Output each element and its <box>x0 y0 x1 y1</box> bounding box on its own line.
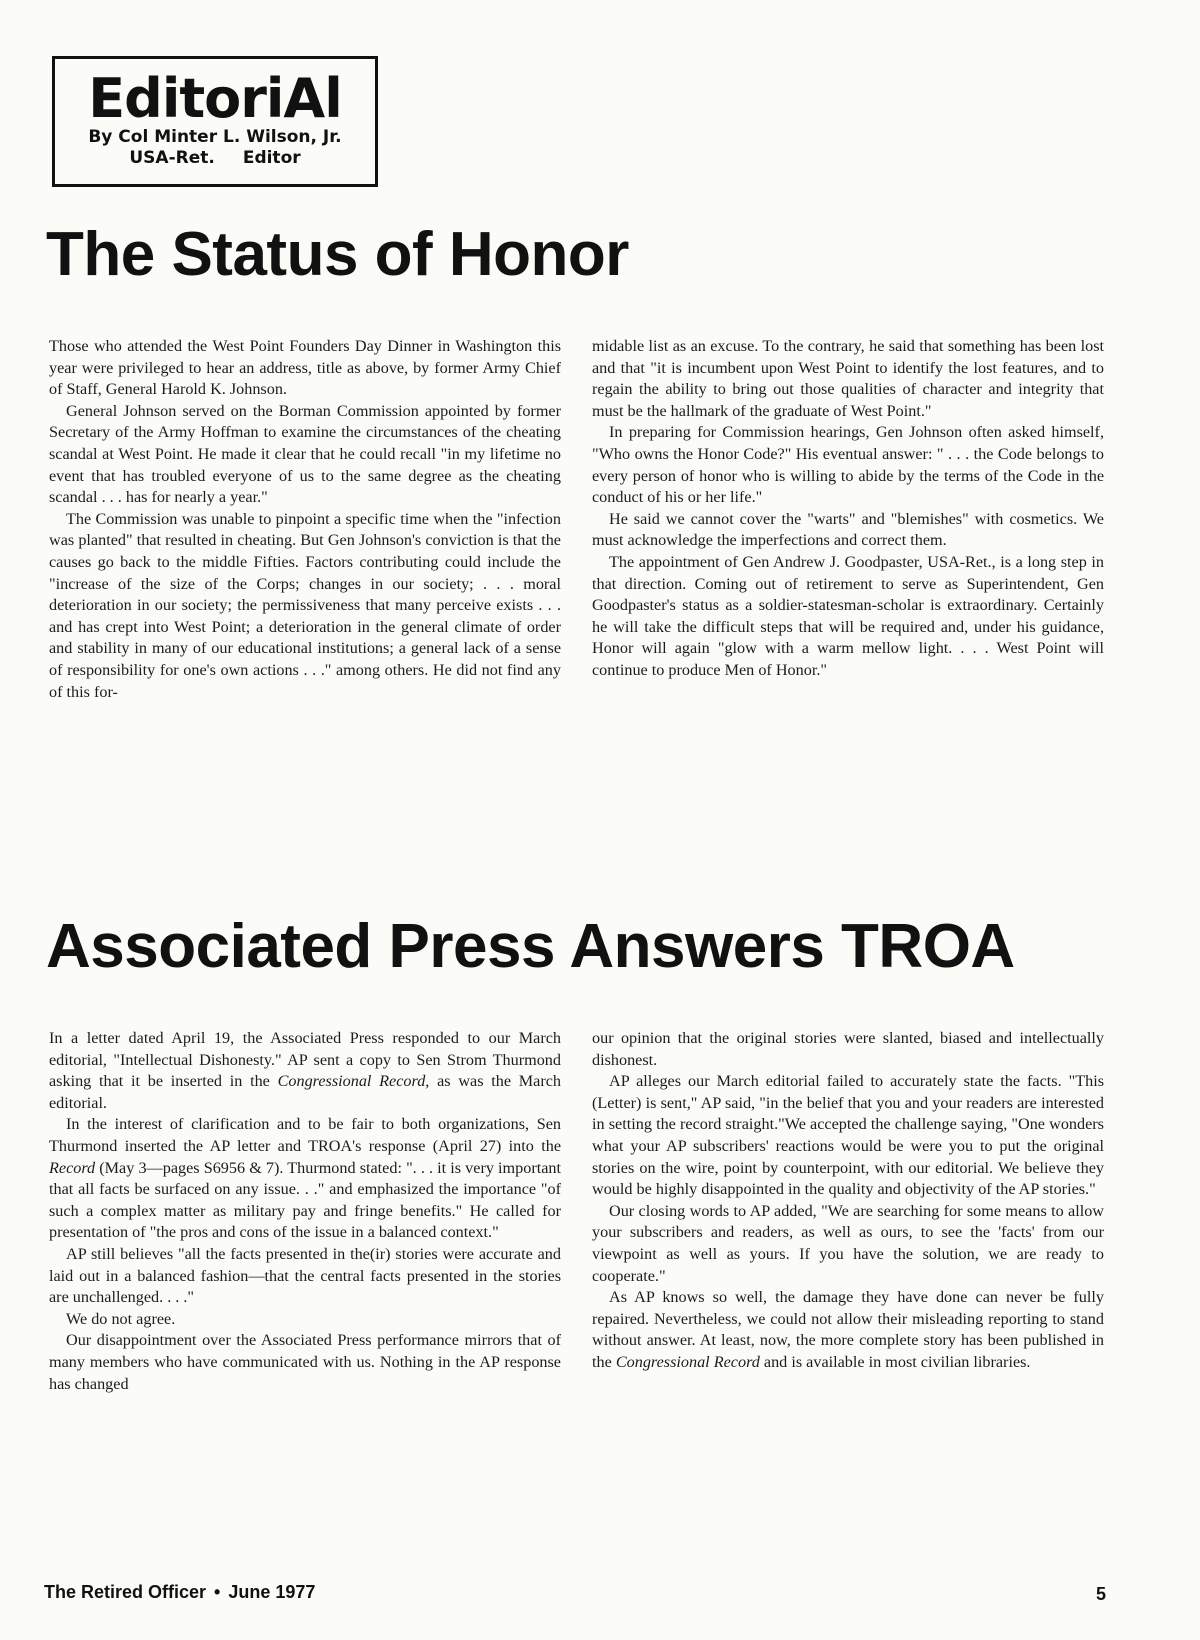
paragraph: our opinion that the original stories were slanted, biased and intellectually dishonest. <box>592 1029 1104 1069</box>
paragraph: We do not agree. <box>66 1309 176 1328</box>
article1-column-right <box>592 336 1104 682</box>
paragraph: In preparing for Commission hearings, Gen Johnson often asked himself, "Who owns the Honor Code?" His eventual answer: " . . . the Code belongs to every person of honor who is willing to abide by the terms of the Code in the conduct of his or her life." <box>592 423 1104 507</box>
byline-credentials <box>55 148 375 169</box>
italic-publication-name: Congressional Record, <box>277 1072 430 1091</box>
paragraph: The appointment of Gen Andrew J. Goodpaster, USA-Ret., is a long step in that direction. Coming out of retirement to serve as Superintendent, Gen Goodpaster's status as a soldier-statesman-scholar is extraordinary. Certainly he will take the difficult steps that will be required and, under his guidance, Honor will again "glow with a warm mellow light. . . . West Point will continue to produce Men of Honor." <box>592 552 1104 679</box>
paragraph: As AP knows so well, the damage they have done can never be fully repaired. Nevertheless, we could not allow their misleading reporting to stand without answer. At least, now, the more complete story has been published in the Congressional Record and is available in most civilian libraries. <box>592 1288 1104 1371</box>
page-number: 5 <box>1095 1584 1106 1604</box>
paragraph: In the interest of clarification and to be fair to both organizations, Sen Thurmond inserted the AP letter and TROA's response (April 27) into the Record (May 3—pages S6956 & 7). Thurmond stated: ". . . it is very important that all facts be surfaced on any issue. . ." and emphasized the importance "of such a complex matter as military pay and fringe benefits." He called for presentation of "the pros and cons of the issue in a balanced context." <box>49 1115 561 1242</box>
article2-column-left <box>49 1028 561 1395</box>
paragraph: He said we cannot cover the "warts" and "blemishes" with cosmetics. We must acknowledge the imperfections and correct them. <box>592 509 1104 550</box>
byline-role: Editor <box>242 148 301 168</box>
paragraph: Those who attended the West Point Founders Day Dinner in Washington this year were privileged to hear an address, title as above, by former Army Chief of Staff, General Harold K. Johnson. <box>49 337 561 399</box>
paragraph: In a letter dated April 19, the Associated Press responded to our March editorial, "Intellectual Dishonesty." AP sent a copy to Sen Strom Thurmond asking that it be inserted in the Congressional Record, as was the March editorial. <box>49 1029 561 1112</box>
page-footer <box>44 1582 1106 1603</box>
paragraph: The Commission was unable to pinpoint a specific time when the "infection was planted" that resulted in cheating. But Gen Johnson's conviction is that the causes go back to the middle Fifties. Factors contributing could include the "increase of the size of the Corps; changes in our society; . . . moral deterioration in our society; the permissiveness that many perceive exists . . . and has crept into West Point; a deterioration in the general climate of order and stability in many of our educational institutions; a general lack of a sense of responsibility for one's own actions . . ." among others. He did not find any of this for- <box>49 509 561 701</box>
byline-rank: USA-Ret. <box>129 148 215 168</box>
publication-name: The Retired Officer <box>44 1582 207 1602</box>
editorial-logo: EditoriAl <box>88 67 342 130</box>
paragraph: General Johnson served on the Borman Commission appointed by former Secretary of the Army Hoffman to examine the circumstances of the cheating scandal at West Point. He made it clear that he could recall "in my lifetime no event that has troubled everyone of us to the same degree as the cheating scandal . . . has for nearly a year." <box>49 401 561 507</box>
paragraph: AP still believes "all the facts presented in the(ir) stories were accurate and laid out in a balanced fashion—that the central facts presented in the stories are unchallenged. . . ." <box>49 1244 561 1307</box>
bullet-separator: • <box>214 1582 221 1602</box>
issue-date: June 1977 <box>228 1582 316 1602</box>
italic-publication-name: Record <box>49 1158 96 1177</box>
headline-status-of-honor: The Status of Honor <box>46 220 629 289</box>
paragraph: AP alleges our March editorial failed to accurately state the facts. "This (Letter) is sent," AP said, "in the belief that you and your readers are interested in setting the record straight."We accepted the challenge saying, "One wonders what your AP subscribers' reactions would be were you to put the original stories on the wire, point by counterpoint, with our editorial. We believe they would be highly disappointed in the quality and objectivity of the AP stories." <box>592 1072 1104 1199</box>
italic-publication-name: Congressional Record <box>615 1352 760 1371</box>
paragraph: midable list as an excuse. To the contrary, he said that something has been lost and that "it is incumbent upon West Point to identify the lost features, and to regain the ability to bring out those qualities of character and integrity that must be the hallmark of the graduate of West Point." <box>592 337 1104 420</box>
paragraph: Our closing words to AP added, "We are searching for some means to allow your subscribers and readers, as well as ours, to see the 'facts' from our viewpoint as well as yours. If you have the solution, we are ready to cooperate." <box>592 1201 1104 1285</box>
byline-author: By Col Minter L. Wilson, Jr. <box>88 127 342 147</box>
editorial-masthead-box <box>52 56 378 187</box>
paragraph: Our disappointment over the Associated Press performance mirrors that of many members who have communicated with us. Nothing in the AP response has changed <box>49 1331 561 1393</box>
headline-associated-press-answers-troa: Associated Press Answers TROA <box>46 912 1015 981</box>
byline <box>55 127 375 169</box>
article2-column-right <box>592 1028 1104 1374</box>
article1-column-left <box>49 336 561 703</box>
